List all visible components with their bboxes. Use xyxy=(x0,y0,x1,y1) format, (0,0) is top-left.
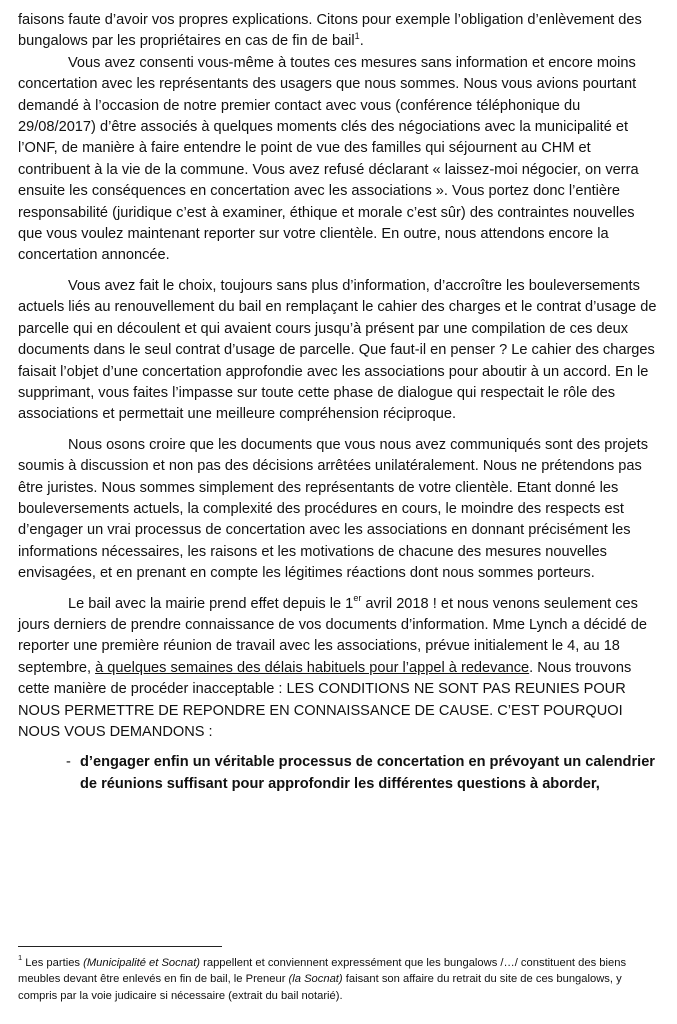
footnote-ref[interactable]: 1 xyxy=(354,30,360,41)
list-bullet: - xyxy=(66,754,71,771)
list-item xyxy=(18,752,658,795)
paragraph-3: Nous osons croire que les documents que vous nous avez communiqués sont des projets soumis à discussion et non pas des décisions arrêtées unilatéralement. Nous ne prétendons pas être juristes. Nous sommes simplement des représentants de votre clientèle. Etant donné les bouleversements actuels, la complexité des procédures en cours, le moindre des respects est d’engager un vrai processus de concertation avec les associations en donnant précisément les informations nécessaires, les raisons et les motivations de chacune des mesures nouvelles envisagées, et en prenant en compte les légitimes réactions dont nous sommes porteurs. xyxy=(18,436,649,582)
footnote-part-a: Les parties xyxy=(22,957,84,969)
paragraph-0-text: faisons faute d’avoir vos propres explications. Citons pour exemple l’obligation d’enlèvement des bungalows par les propriétaires en cas de fin de bail xyxy=(18,12,642,50)
footnote-italic-parties: (Municipalité et Socnat) xyxy=(83,957,201,969)
underlined-deadline: à quelques semaines des délais habituels pour l’appel à redevance xyxy=(95,659,530,676)
paragraph-4 xyxy=(18,594,658,744)
ordinal-superscript: er xyxy=(353,592,362,603)
footnote-italic-preneur: (la Socnat) xyxy=(288,973,343,986)
paragraph-0-tail: . xyxy=(359,33,364,50)
paragraph-1: Vous avez consenti vous-même à toutes ces mesures sans information et encore moins concertation avec les représentants des usagers que nous sommes. Nous vous avions pourtant demandé à l’occasion de notre premier contact avec vous (conférence téléphonique du 29/08/2017) d’être associés à quelques moments clés des négociations avec la municipalité et l’ONF, de manière à faire entendre le point de vue des familles qui séjournent au CHM et contribuent à la vie de la commune. Vous avez refusé déclarant « laissez-moi négocier, on verra ensuite les conséquences en concertation avec les associations ». Vous portez donc l’entière responsabilité (juridique c’est à examiner, éthique et morale c’est sûr) des contraintes nouvelles que vous voulez maintenant reporter sur votre clientèle. En outre, nous attendons encore la concertation annoncée. xyxy=(18,54,639,264)
paragraph-2: Vous avez fait le choix, toujours sans plus d’information, d’accroître les bouleversements actuels liés au renouvellement du bail en remplaçant le cahier des charges et le contrat d’usage de parcelle qui en découlent et qui avaient cours jusqu’à présent par une compilation de ces deux documents dans le seul contrat d’usage de parcelle. Que faut-il en penser ? Le cahier des charges faisait l’objet d’une concertation approfondie avec les associations pour aboutir à un accord. En le supprimant, vous faites l’impasse sur toute cette phase de dialogue qui respectait le rôle des associations et permettait une meilleure compréhension réciproque. xyxy=(18,277,657,423)
demands-list xyxy=(18,752,658,795)
footnote-number: 1 xyxy=(18,953,23,963)
footnote-separator xyxy=(18,946,222,947)
footnote-part-c: faisant son affaire du retrait du site de ces bungalows, y compris par la voie judicaire si nécessaire (extrait du bail notarié). xyxy=(18,973,622,1002)
paragraph-0 xyxy=(18,10,658,53)
footnote xyxy=(18,955,658,1004)
footnote-part-b: rappellent et conviennent expressément que les bungalows /…/ constituent des biens meubles devant être enlevés en fin de bail, le Preneur xyxy=(18,957,627,986)
list-item-text: d’engager enfin un véritable processus de concertation en prévoyant un calendrier de réunions suffisant pour approfondir les différentes questions à aborder, xyxy=(80,754,655,792)
paragraph-4-part-b: avril 2018 ! et nous venons seulement ces jours derniers de prendre connaissance de vos documents d’information. Mme Lynch a décidé de reporter une première réunion de travail avec les associations, prévue initialement le 4, au 18 septembre, xyxy=(18,595,647,676)
paragraph-4-part-c: . Nous trouvons cette manière de procéder inacceptable : LES CONDITIONS NE SONT PAS REUNIES POUR NOUS PERMETTRE DE REPONDRE EN CONNAISSANCE DE CAUSE. C’EST POURQUOI NOUS VOUS DEMANDONS : xyxy=(18,659,632,740)
paragraph-4-part-a: Le bail avec la mairie prend effet depuis le 1 xyxy=(68,595,354,612)
letter-body xyxy=(18,10,658,795)
